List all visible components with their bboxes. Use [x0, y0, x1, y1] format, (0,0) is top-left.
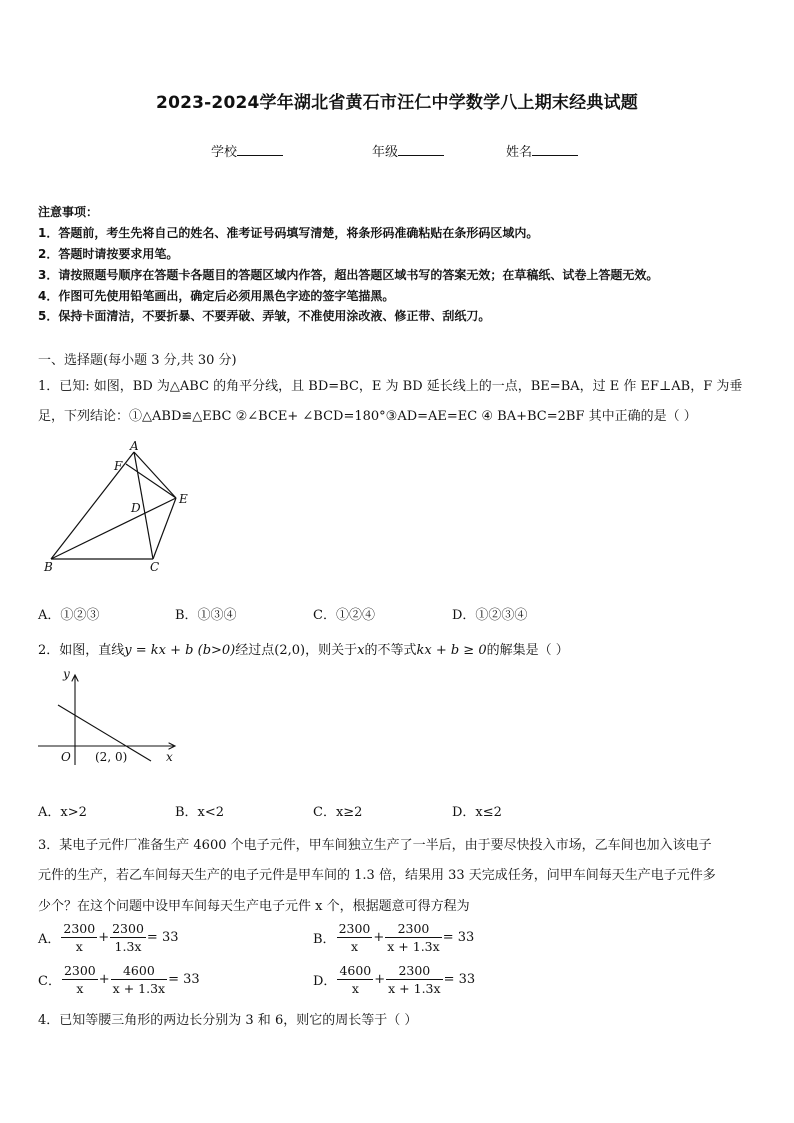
notice-item: 2．答题时请按要求用笔。 [38, 247, 179, 261]
denominator: x + 1.3x [388, 981, 441, 996]
fraction [386, 962, 442, 997]
label-F: F [114, 459, 123, 473]
option-label: D． [313, 974, 337, 989]
q2-option-a[interactable]: A．x>2 [38, 805, 87, 820]
fraction [337, 962, 373, 997]
line-AE [134, 452, 176, 498]
q2-option-b[interactable]: B．x<2 [175, 805, 225, 820]
q2-option-d[interactable]: D．x≤2 [452, 805, 502, 820]
q1-option-a[interactable]: A．①②③ [38, 608, 100, 623]
numerator: 2300 [338, 921, 371, 936]
denominator: x + 1.3x [112, 981, 166, 996]
numerator: 2300 [112, 921, 144, 936]
fraction [61, 920, 97, 955]
label-E: E [179, 492, 188, 506]
label-C: C [150, 560, 160, 574]
section-heading: 一、选择题(每小题 3 分,共 30 分) [38, 353, 237, 368]
option-label: B． [313, 932, 336, 947]
q2-pre: 2．如图，直线 [38, 643, 125, 658]
q2-mid3: 的不等式 [364, 643, 417, 658]
q3-text-line3: 少个？在这个问题中设甲车间每天生产电子元件 x 个，根据题意可得方程为 [38, 899, 470, 914]
fraction [111, 962, 167, 997]
q4-text: 4．已知等腰三角形的两边长分别为 3 和 6，则它的周长等于（ ） [38, 1013, 418, 1028]
q1-triangle-figure [38, 440, 198, 580]
denominator: x [350, 939, 358, 954]
school-blank [237, 143, 283, 156]
label-origin: O [61, 750, 71, 764]
notice-heading: 注意事项： [38, 205, 99, 219]
numerator: 4600 [339, 963, 372, 978]
grade-label: 年级 [372, 145, 399, 160]
grade-field [372, 141, 444, 160]
numerator: 2300 [63, 921, 96, 936]
label-D: D [131, 501, 141, 515]
name-blank [532, 143, 578, 156]
q3-option-c[interactable] [38, 962, 200, 997]
q3-text-line2: 元件的生产，若乙车间每天生产的电子元件是甲车间的 1.3 倍，结果用 33 天完成任务，问甲车间每天生产电子元件多 [38, 868, 716, 883]
denominator: x [76, 981, 84, 996]
q1-text-line1: 1．已知: 如图，BD 为△ABC 的角平分线，且 BD=BC，E 为 BD 延长线上的一点，BE=BA，过 E 作 EF⊥AB，F 为垂 [38, 379, 743, 394]
grade-blank [398, 143, 444, 156]
denominator: x [75, 939, 83, 954]
school-field [211, 141, 283, 160]
option-label: A． [38, 932, 61, 947]
q2-post: 的解集是（ ） [486, 643, 569, 658]
notice-item: 3．请按照题号顺序在答题卡各题目的答题区域内作答，超出答题区域书写的答案无效；在草稿纸、试卷上答题无效。 [38, 268, 659, 282]
option-label: C． [38, 974, 61, 989]
line-BE [51, 498, 176, 559]
q3-text-line1: 3．某电子元件厂准备生产 4600 个电子元件，甲车间独立生产了一半后，由于要尽快投入市场，乙车间也加入该电子 [38, 838, 712, 853]
rhs: = 33 [442, 930, 475, 945]
label-B: B [44, 560, 53, 574]
fraction [337, 920, 373, 955]
plus-sign: + [98, 930, 110, 945]
q3-option-a[interactable] [38, 920, 179, 955]
label-x: x [166, 750, 173, 764]
school-label: 学校 [211, 145, 238, 160]
q2-point: (2,0) [274, 643, 306, 658]
notice-item: 4．作图可先使用铅笔画出，确定后必须用黑色字迹的签字笔描黑。 [38, 289, 395, 303]
q2-option-c[interactable]: C．x≥2 [313, 805, 363, 820]
rhs: = 33 [168, 972, 200, 987]
q3-option-d[interactable] [313, 962, 475, 997]
numerator: 4600 [111, 962, 167, 980]
label-point: (2, 0) [95, 750, 128, 764]
name-field [506, 141, 578, 160]
numerator: 2300 [385, 920, 441, 938]
notice-item: 1．答题前，考生先将自己的姓名、准考证号码填写清楚，将条形码准确粘贴在条形码区域内。 [38, 226, 539, 240]
q2-mid: 经过点 [235, 643, 275, 658]
q2-cond: (b>0) [197, 643, 236, 658]
fraction [110, 920, 146, 955]
label-A: A [130, 440, 139, 453]
plus-sign: + [98, 972, 110, 987]
page-title: 2023-2024学年湖北省黄石市汪仁中学数学八上期末经典试题 [156, 93, 638, 113]
rhs: = 33 [146, 930, 179, 945]
notice-item: 5．保持卡面清洁，不要折暴、不要弄破、弄皱，不准使用涂改液、修正带、刮纸刀。 [38, 309, 491, 323]
name-label: 姓名 [506, 145, 533, 160]
denominator: 1.3x [114, 939, 142, 954]
rhs: = 33 [443, 972, 476, 987]
numerator: 2300 [386, 962, 442, 980]
numerator: 2300 [63, 963, 96, 978]
q2-func: y = kx + b [124, 643, 194, 658]
denominator: x [351, 981, 359, 996]
q1-option-c[interactable]: C．①②④ [313, 608, 375, 623]
q2-mid2: ，则关于 [305, 643, 358, 658]
q1-text-line2: 足，下列结论：①△ABD≌△EBC ②∠BCE+ ∠BCD=180°③AD=AE=EC ④ BA+BC=2BF 其中正确的是（ ） [38, 409, 697, 424]
fraction [385, 920, 441, 955]
q2-text [38, 639, 569, 658]
q2-ineq: kx + b ≥ 0 [416, 643, 487, 658]
q1-option-b[interactable]: B．①③④ [175, 608, 237, 623]
line-FE [126, 464, 176, 498]
q1-option-d[interactable]: D．①②③④ [452, 608, 528, 623]
denominator: x + 1.3x [387, 939, 440, 954]
q3-option-b[interactable] [313, 920, 474, 955]
q2-var: x [357, 643, 365, 658]
plus-sign: + [374, 972, 386, 987]
q2-graph-figure [35, 665, 185, 770]
plus-sign: + [373, 930, 385, 945]
label-y: y [63, 667, 70, 681]
fraction [62, 962, 98, 997]
